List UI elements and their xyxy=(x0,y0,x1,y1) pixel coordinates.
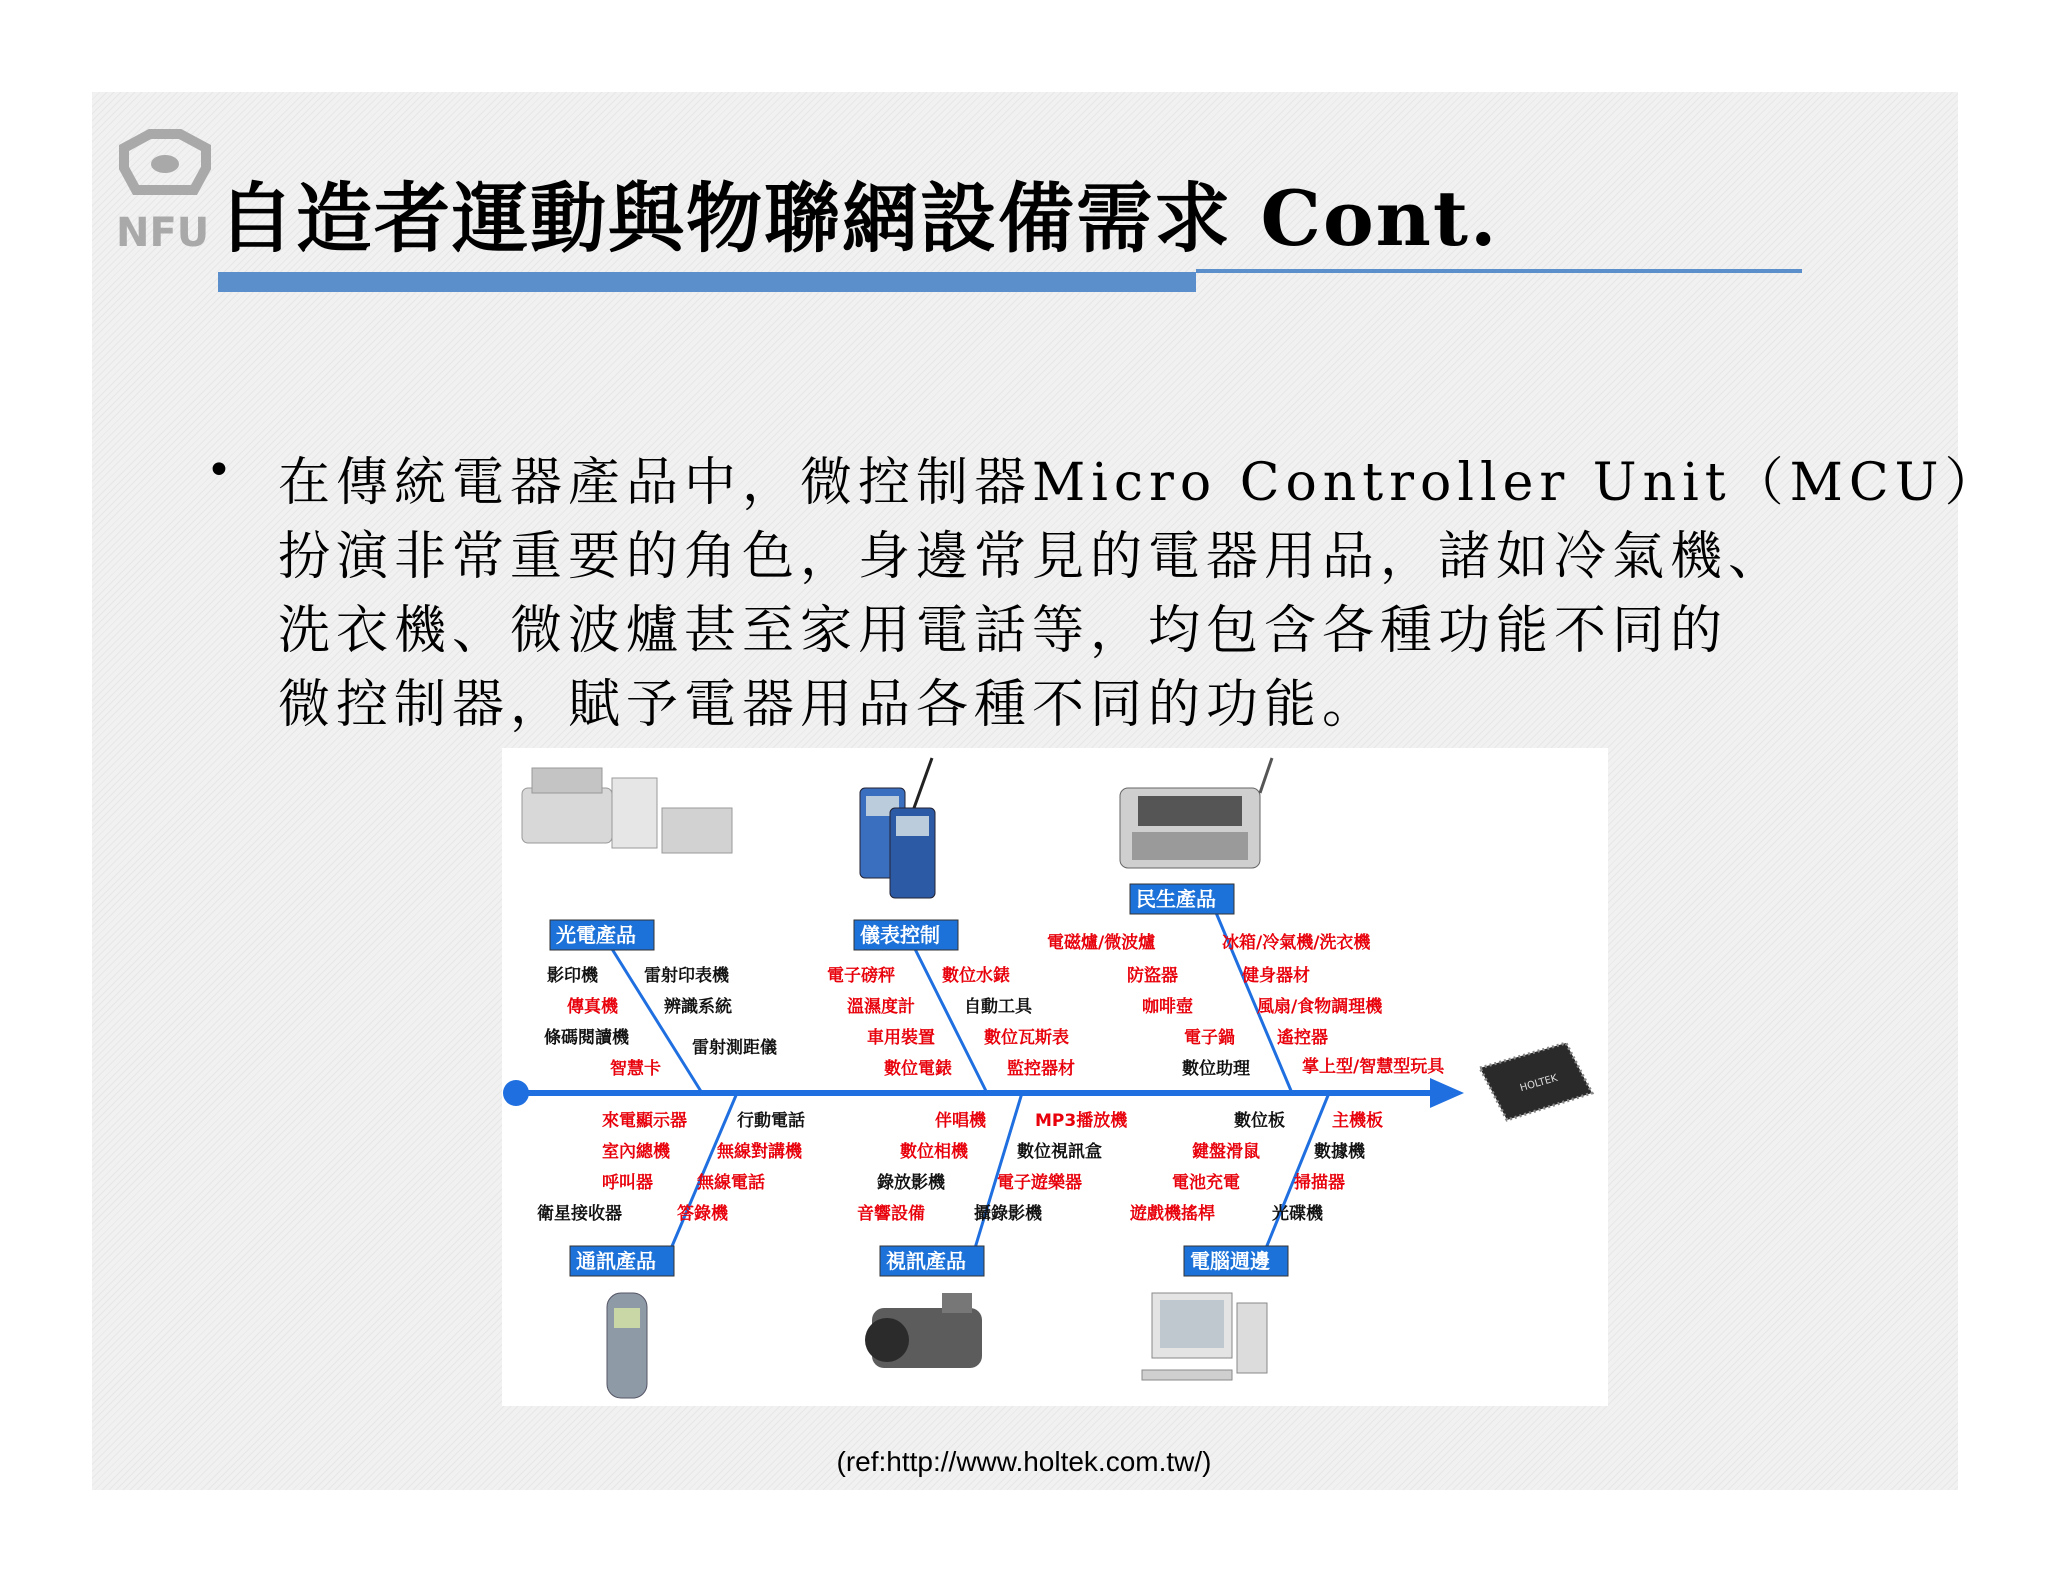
category-consumer xyxy=(1130,884,1234,914)
opto-item: 條碼閱讀機 xyxy=(544,1028,629,1048)
title-underline-thin xyxy=(1196,269,1802,273)
consumer-item: 健身器材 xyxy=(1242,966,1310,986)
bullet-line-1: 在傳統電器產品中，微控制器Micro Controller Unit（MCU） xyxy=(278,453,2003,513)
consumer-item: 數位助理 xyxy=(1182,1059,1250,1079)
pc-item: 遊戲機搖桿 xyxy=(1130,1204,1215,1224)
instrument-item: 監控器材 xyxy=(1007,1059,1075,1079)
camcorder-image xyxy=(865,1293,982,1368)
opto-item: 辨識系統 xyxy=(664,997,732,1017)
meter-device-image xyxy=(860,758,935,898)
opto-item: 雷射測距儀 xyxy=(692,1038,777,1058)
pc-item: 主機板 xyxy=(1332,1111,1383,1131)
instrument-item: 車用裝置 xyxy=(867,1028,935,1048)
consumer-item: 防盜器 xyxy=(1127,966,1178,986)
opto-item: 雷射印表機 xyxy=(644,966,729,986)
category-peripherals xyxy=(1184,1246,1288,1276)
pc-item: 數位板 xyxy=(1234,1111,1285,1131)
communication-item: 衛星接收器 xyxy=(537,1204,622,1224)
slide-title: 自造者運動與物聯網設備需求 Cont. xyxy=(218,174,1499,263)
category-instrument xyxy=(854,920,958,950)
svg-text:視訊產品: 視訊產品 xyxy=(886,1249,966,1273)
consumer-item: 冰箱/冷氣機/洗衣機 xyxy=(1222,933,1371,953)
nfu-logo-text: NFU xyxy=(116,210,210,253)
communication-item: 無線對講機 xyxy=(717,1142,802,1162)
pc-item: 數據機 xyxy=(1314,1142,1365,1162)
instrument-item: 數位瓦斯表 xyxy=(984,1028,1069,1048)
bullet-line-2: 扮演非常重要的角色，身邊常見的電器用品，諸如冷氣機、 xyxy=(278,527,1787,587)
instrument-item: 數位電錶 xyxy=(884,1059,952,1079)
pc-item: 電池充電 xyxy=(1172,1173,1240,1193)
reference-link: (ref:http://www.holtek.com.tw/) xyxy=(836,1446,1212,1477)
svg-text:儀表控制: 儀表控制 xyxy=(860,923,940,947)
communication-item: 答錄機 xyxy=(677,1204,728,1224)
svg-text:通訊產品: 通訊產品 xyxy=(576,1249,656,1273)
spine-arrowhead xyxy=(1430,1078,1464,1108)
av-item: 伴唱機 xyxy=(935,1111,986,1131)
communication-item: 無線電話 xyxy=(697,1173,765,1193)
consumer-item: 咖啡壺 xyxy=(1142,997,1193,1017)
consumer-item: 遙控器 xyxy=(1277,1028,1328,1048)
av-item: 數位視訊盒 xyxy=(1017,1142,1102,1162)
svg-text:民生產品: 民生產品 xyxy=(1136,887,1216,911)
instrument-item: 溫濕度計 xyxy=(847,997,915,1017)
nfu-emblem xyxy=(124,134,206,190)
communication-item: 行動電話 xyxy=(737,1111,805,1131)
pc-item: 掃描器 xyxy=(1294,1173,1345,1193)
printer-scanner-image xyxy=(522,768,732,853)
av-item: 攝錄影機 xyxy=(974,1204,1042,1224)
av-item: 音響設備 xyxy=(857,1204,925,1224)
chip-label: HOLTEK xyxy=(1518,1072,1559,1095)
av-item: 錄放影機 xyxy=(877,1173,945,1193)
nfu-logo xyxy=(110,128,220,253)
av-item: 電子遊樂器 xyxy=(997,1173,1082,1193)
instrument-item: 自動工具 xyxy=(964,997,1032,1017)
av-item: 數位相機 xyxy=(900,1142,968,1162)
av-item: MP3播放機 xyxy=(1035,1111,1128,1131)
svg-text:光電產品: 光電產品 xyxy=(556,923,636,947)
bullet-line-3: 洗衣機、微波爐甚至家用電話等，均包含各種功能不同的 xyxy=(278,601,1729,661)
bullet-marker: • xyxy=(206,445,232,496)
pc-item: 光碟機 xyxy=(1272,1204,1323,1224)
category-audio-video xyxy=(880,1246,984,1276)
communication-item: 室內總機 xyxy=(602,1142,670,1162)
pc-item: 鍵盤滑鼠 xyxy=(1192,1142,1260,1162)
title-underline-thick xyxy=(218,272,1196,292)
svg-text:電腦週邊: 電腦週邊 xyxy=(1190,1249,1270,1273)
opto-item: 影印機 xyxy=(547,966,598,986)
opto-item: 傳真機 xyxy=(567,997,618,1017)
computer-image xyxy=(1142,1293,1267,1380)
consumer-item: 電子鍋 xyxy=(1184,1028,1235,1048)
bullet-line-4: 微控制器，賦予電器用品各種不同的功能。 xyxy=(278,675,1381,735)
consumer-item: 掌上型/智慧型玩具 xyxy=(1302,1057,1445,1077)
communication-item: 來電顯示器 xyxy=(602,1111,687,1131)
opto-item: 智慧卡 xyxy=(610,1059,661,1079)
consumer-item: 風扇/食物調理機 xyxy=(1257,997,1383,1017)
communication-item: 呼叫器 xyxy=(602,1173,653,1193)
category-communication xyxy=(570,1246,674,1276)
mcu-chip-image xyxy=(1480,1043,1592,1120)
mcu-application-fishbone-diagram xyxy=(502,748,1608,1406)
mobile-phone-image xyxy=(607,1293,647,1398)
pda-device-image xyxy=(1120,758,1272,868)
instrument-item: 數位水錶 xyxy=(942,966,1010,986)
consumer-item: 電磁爐/微波爐 xyxy=(1047,933,1156,953)
category-optoelectronics xyxy=(550,920,654,950)
instrument-item: 電子磅秤 xyxy=(827,966,895,986)
spine-start-dot xyxy=(503,1080,529,1106)
